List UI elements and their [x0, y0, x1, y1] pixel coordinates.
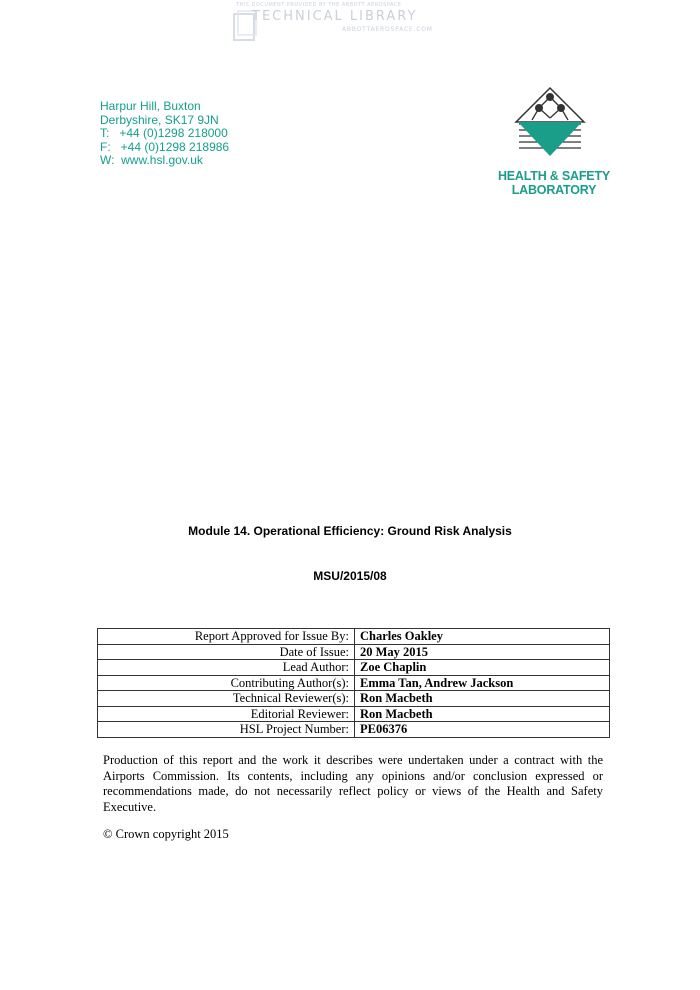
- logo-line2: LABORATORY: [511, 183, 597, 197]
- row-value: Charles Oakley: [355, 629, 610, 645]
- row-value: 20 May 2015: [355, 644, 610, 660]
- watermark-line1: THIS DOCUMENT PROVIDED BY THE ABBOTT AEROSPACE: [236, 2, 402, 8]
- row-label: Contributing Author(s):: [98, 675, 355, 691]
- address-line: Harpur Hill, Buxton: [100, 99, 201, 113]
- table-row: [98, 722, 610, 738]
- row-value: Emma Tan, Andrew Jackson: [355, 675, 610, 691]
- row-label: Report Approved for Issue By:: [98, 629, 355, 645]
- address-block: [100, 100, 229, 168]
- row-value: Ron Macbeth: [355, 691, 610, 707]
- row-label: Editorial Reviewer:: [98, 706, 355, 722]
- row-label: Technical Reviewer(s):: [98, 691, 355, 707]
- phone-line: T: +44 (0)1298 218000: [100, 126, 228, 141]
- row-value: Ron Macbeth: [355, 706, 610, 722]
- watermark-line2: TECHNICAL LIBRARY: [252, 9, 418, 24]
- report-details-table: [97, 628, 610, 738]
- report-code: MSU/2015/08: [313, 569, 387, 583]
- row-label: Lead Author:: [98, 660, 355, 676]
- table-row: [98, 629, 610, 645]
- logo-line1: HEALTH & SAFETY: [497, 169, 611, 183]
- table-row: [98, 644, 610, 660]
- disclaimer-paragraph: Production of this report and the work it describes were undertaken under a contract with the Airports Commission. Its contents, including any opinions and/or conclusion expressed or recommendations made, do not necessarily reflect policy or views of the Health and Safety Executive.: [103, 753, 603, 814]
- table-row: [98, 691, 610, 707]
- table-row: [98, 675, 610, 691]
- hsl-logo-icon: [494, 84, 614, 164]
- table-row: [98, 706, 610, 722]
- fax-line: F: +44 (0)1298 218986: [100, 139, 230, 154]
- table-row: [98, 660, 610, 676]
- hsl-logo: [494, 84, 614, 197]
- copyright-notice: © Crown copyright 2015: [103, 827, 229, 841]
- row-label: HSL Project Number:: [98, 722, 355, 738]
- row-label: Date of Issue:: [98, 644, 355, 660]
- watermark-line3: ABBOTTAEROSPACE.COM: [342, 26, 433, 33]
- row-value: PE06376: [355, 722, 610, 738]
- watermark: [232, 2, 457, 48]
- address-line: Derbyshire, SK17 9JN: [100, 112, 219, 127]
- report-title: Module 14. Operational Efficiency: Ground Risk Analysis: [188, 524, 512, 538]
- row-value: Zoe Chaplin: [355, 660, 610, 676]
- website-line: W: www.hsl.gov.uk: [100, 153, 203, 168]
